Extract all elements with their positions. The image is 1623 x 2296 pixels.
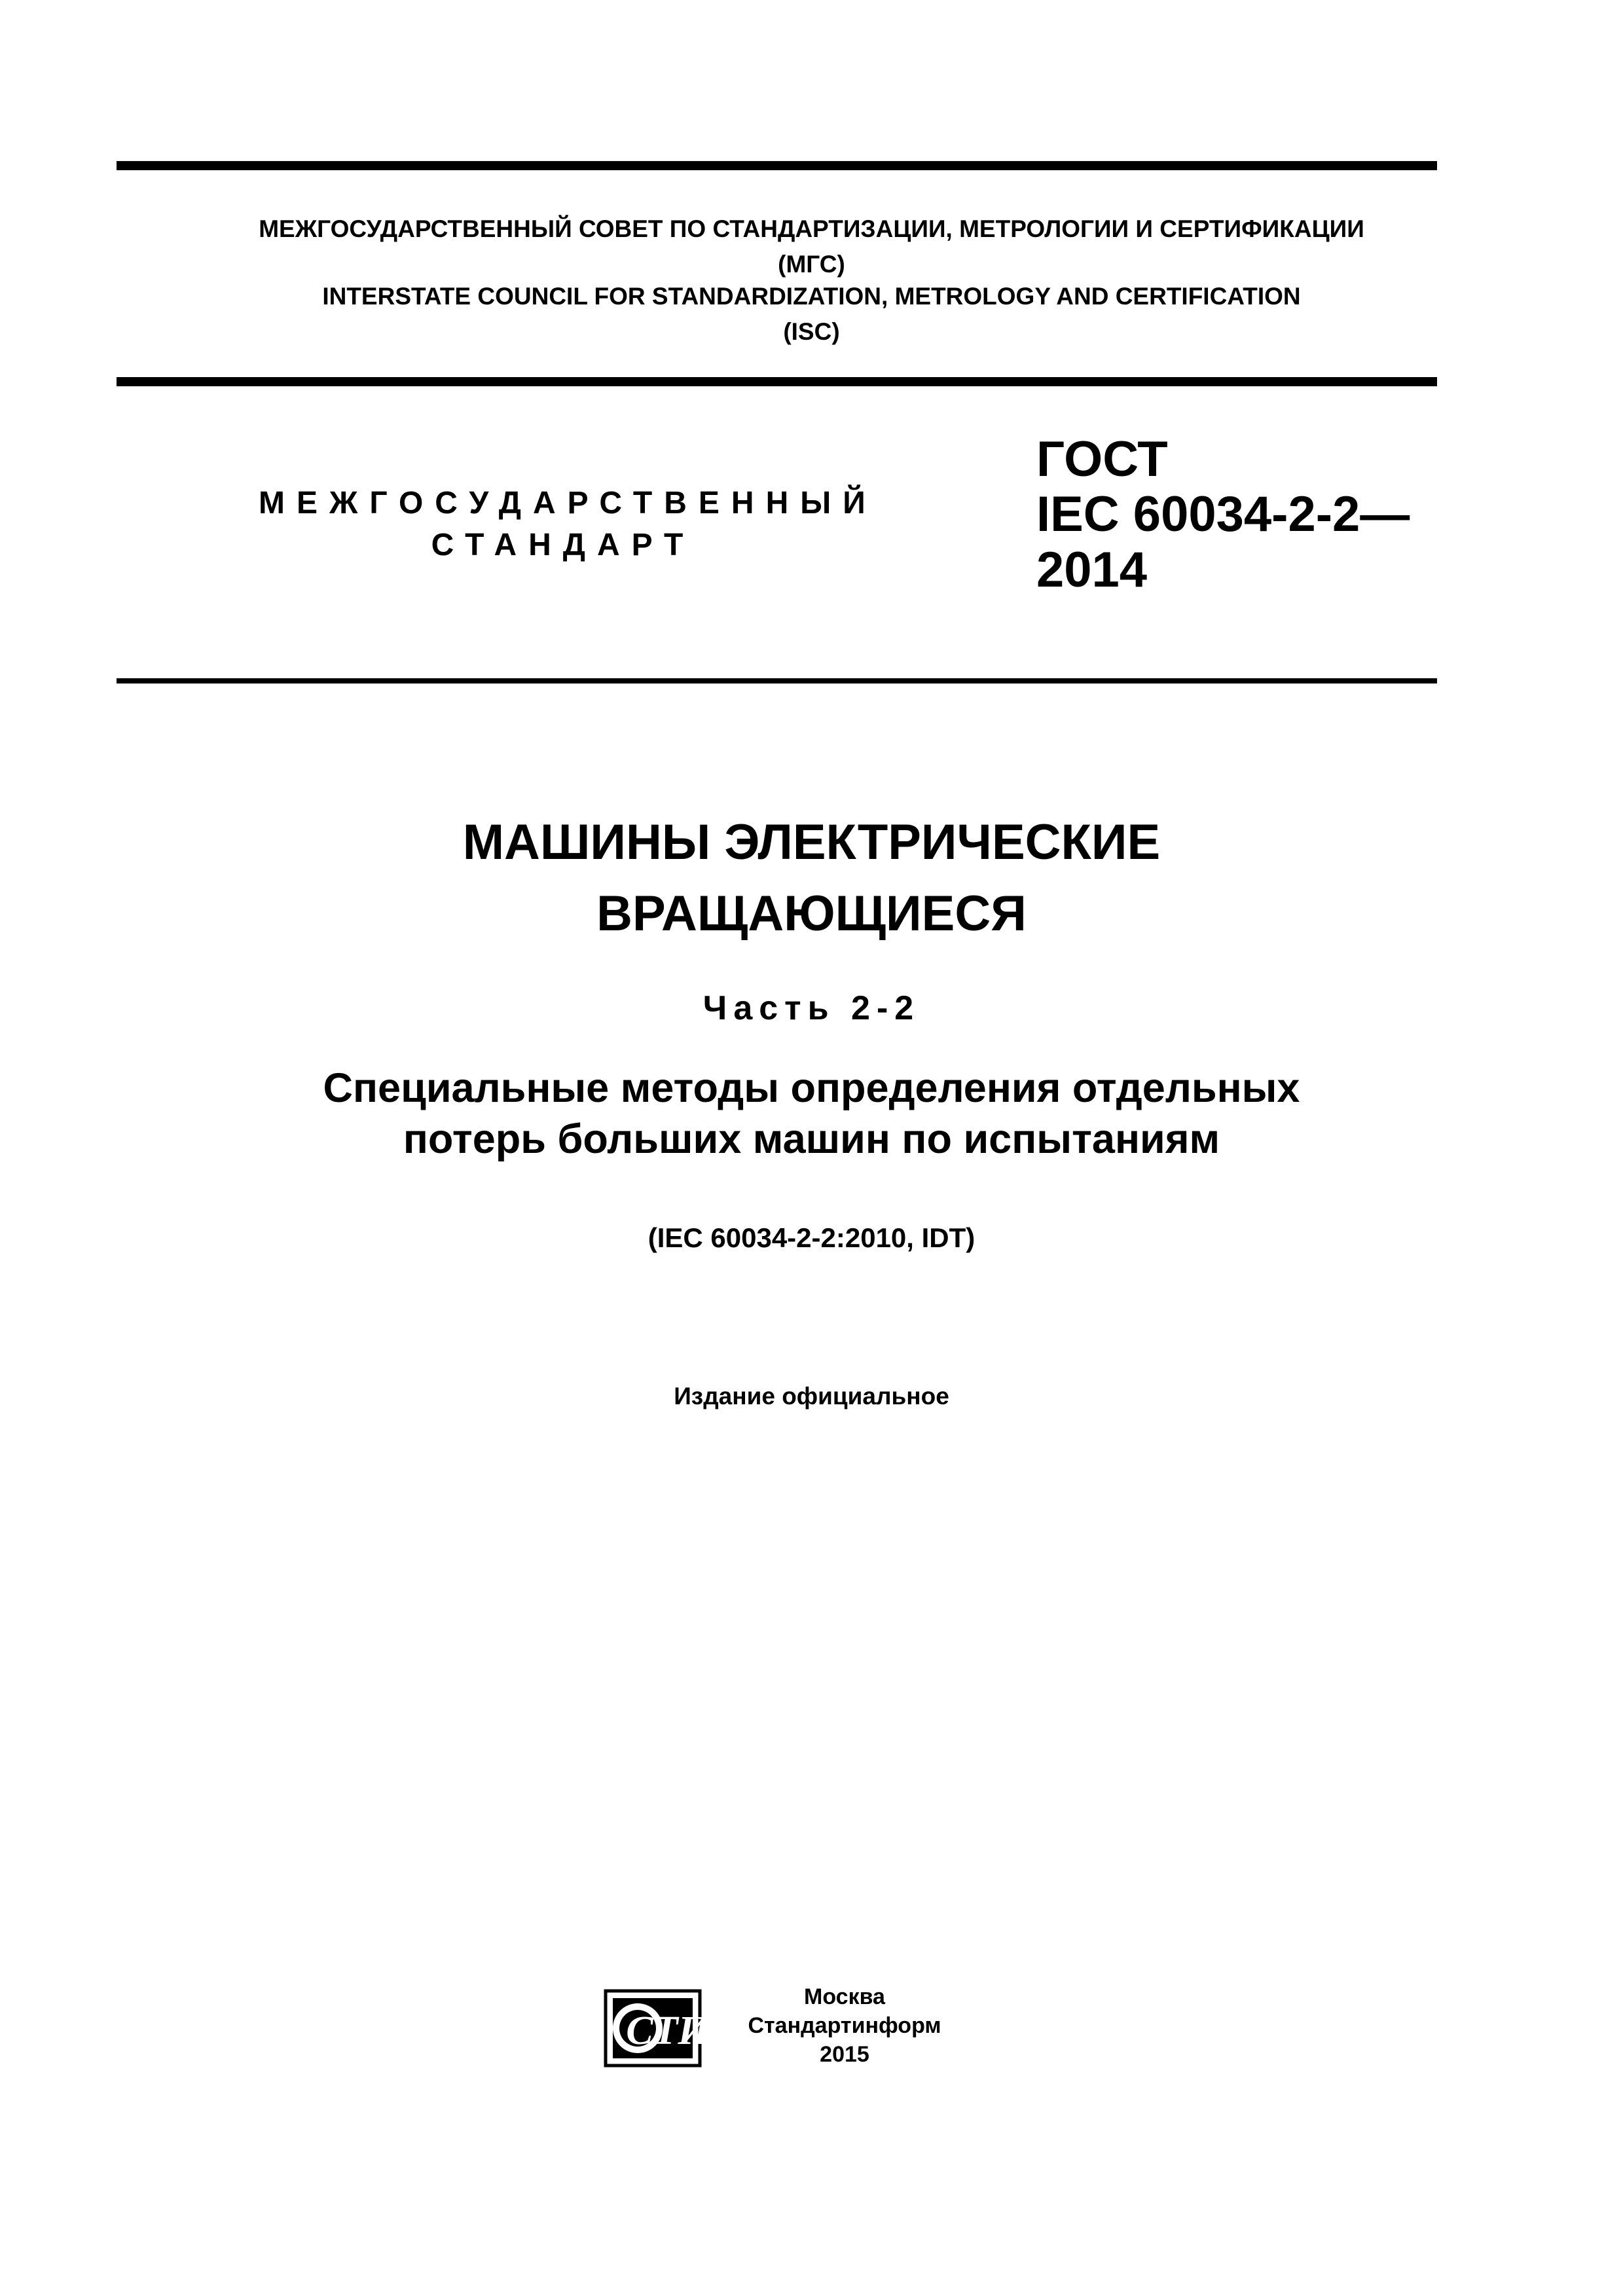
council-abbr-ru: (МГС) [778,251,845,278]
header-rule [117,377,1437,386]
publisher-city: Москва [804,1984,885,2009]
council-abbr-en: (ISC) [783,318,840,345]
subtitle-line1: Специальные методы определения отдельных [323,1065,1300,1111]
edition-note: Издание официальное [674,1383,949,1410]
title-line1: МАШИНЫ ЭЛЕКТРИЧЕСКИЕ [462,814,1161,870]
designation-line3: 2014 [1036,542,1148,598]
designation-rule [117,678,1437,683]
standartinform-logo-icon [604,1989,702,2068]
council-name-ru: МЕЖГОСУДАРСТВЕННЫЙ СОВЕТ ПО СТАНДАРТИЗАЦИИ, МЕТРОЛОГИИ И СЕРТИФИКАЦИИ [259,215,1364,242]
standard-type-line1: МЕЖГОСУДАРСТВЕННЫЙ [259,486,877,520]
top-rule [117,161,1437,170]
designation-line1: ГОСТ [1036,431,1168,487]
standard-type-line2: СТАНДАРТ [431,528,695,562]
title-line2: ВРАЩАЮЩИЕСЯ [596,886,1027,941]
publisher-year: 2015 [820,2042,869,2067]
subtitle-line2: потерь больших машин по испытаниям [403,1116,1220,1162]
part-number: Часть 2-2 [702,989,921,1027]
council-name-en: INTERSTATE COUNCIL FOR STANDARDIZATION, METROLOGY AND CERTIFICATION [322,283,1301,310]
publisher-name: Стандартинформ [748,2013,941,2038]
designation-line2: IEC 60034-2-2— [1036,486,1410,542]
identity-reference: (IEC 60034-2-2:2010, IDT) [647,1222,976,1253]
logo-text: СТИ [626,2009,702,2053]
